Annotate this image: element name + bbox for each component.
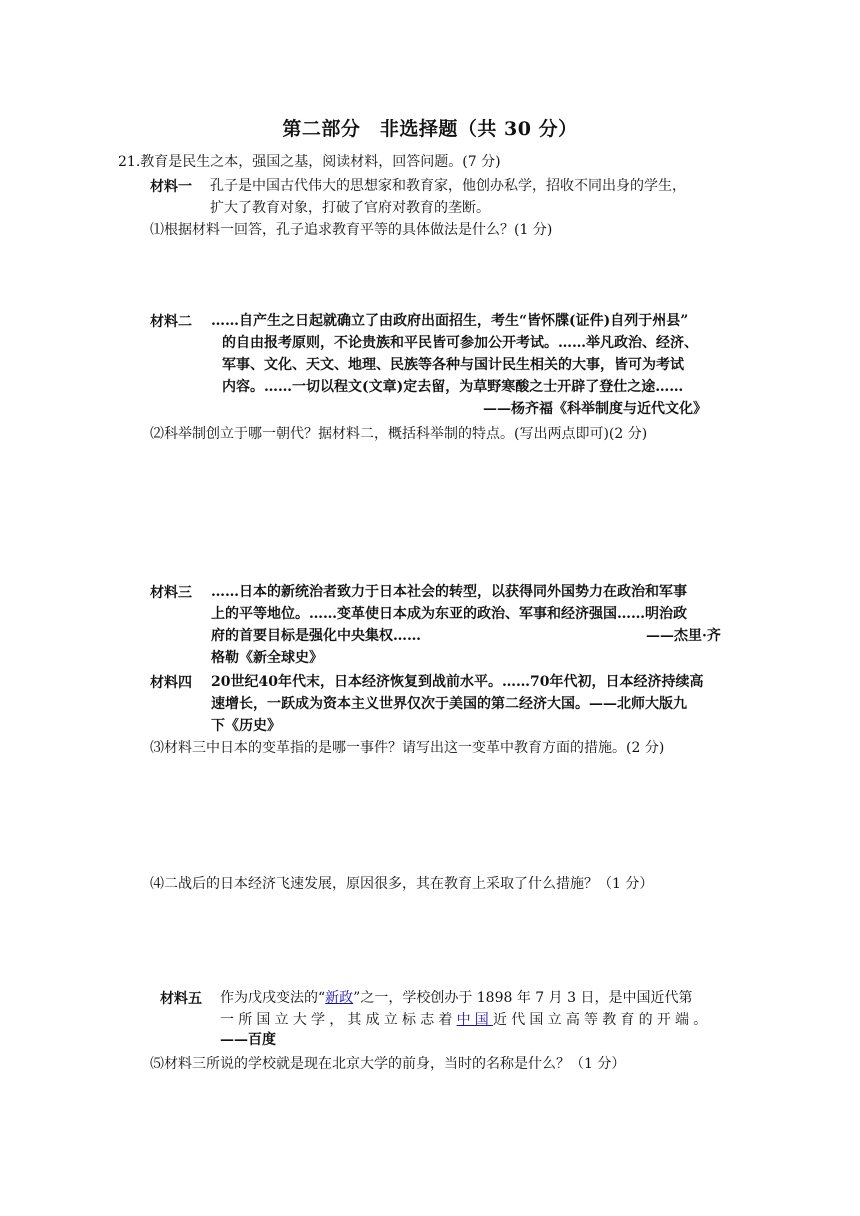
sub-question-5: ⑸材料三所说的学校就是现在北京大学的前身，当时的名称是什么？（1 分）: [150, 1056, 626, 1072]
material-2-line-4: 内容。……一切以程文(文章)定去留，为草野寒酸之士开辟了登仕之途……: [222, 379, 684, 395]
sub-question-2: ⑵科举制创立于哪一朝代？据材料二，概括科举制的特点。(写出两点即可)(2 分): [150, 426, 648, 442]
material-5-line-1-text-b: ”之一，学校创办于 1898 年 7 月 3 日，是中国近代第: [353, 990, 693, 1006]
xinzheng-link[interactable]: 新政: [325, 990, 354, 1006]
material-5-line-2-text-b: 近代国立高等教育的开端。: [493, 1012, 712, 1028]
material-2-line-1: ……自产生之日起就确立了由政府出面招生，考生“皆怀牒(证件)自列于州县”: [211, 313, 689, 329]
zhongguo-link[interactable]: 中国: [456, 1012, 494, 1028]
material-5-source: ——百度: [220, 1032, 276, 1048]
material-3-line-1: ……日本的新统治者致力于日本社会的转型，以获得同外国势力在政治和军事: [211, 584, 687, 600]
material-1-label: 材料一: [150, 179, 192, 195]
sub-question-1: ⑴根据材料一回答，孔子追求教育平等的具体做法是什么？(1 分): [150, 222, 553, 238]
material-2-source: ——杨齐福《科举制度与近代文化》: [483, 401, 707, 417]
material-2-line-3: 军事、文化、天文、地理、民族等各种与国计民生相关的大事，皆可为考试: [222, 357, 684, 373]
material-3-source-part-1: ——杰里·齐: [646, 628, 721, 644]
material-2-line-2: 的自由报考原则，不论贵族和平民皆可参加公开考试。……举凡政治、经济、: [222, 335, 698, 351]
material-4-line-3: 下《历史》: [211, 718, 281, 734]
sub-question-4: ⑷二战后的日本经济飞速发展，原因很多，其在教育上采取了什么措施？（1 分）: [150, 876, 654, 892]
material-5-line-2-text-a: 一所国立大学，其成立标志着: [220, 1012, 457, 1028]
material-3-line-3: 府的首要目标是强化中央集权……: [211, 628, 421, 644]
material-1-line-1: 孔子是中国古代伟大的思想家和教育家，他创办私学，招收不同出身的学生，: [210, 178, 686, 194]
material-3-label: 材料三: [150, 585, 192, 601]
material-4-label: 材料四: [150, 675, 192, 691]
question-21-stem: 21.教育是民生之本，强国之基，阅读材料，回答问题。(7 分): [118, 154, 501, 170]
material-5-label: 材料五: [160, 991, 202, 1007]
material-5-line-1: [220, 987, 692, 1009]
sub-question-3: ⑶材料三中日本的变革指的是哪一事件？请写出这一变革中教育方面的措施。(2 分): [150, 740, 665, 756]
page-title: 第二部分 非选择题（共 30 分）: [282, 118, 578, 140]
material-3-source-part-2: 格勒《新全球史》: [211, 650, 323, 666]
material-4-line-1: 20世纪40年代末，日本经济恢复到战前水平。……70年代初，日本经济持续高: [211, 674, 704, 690]
material-1-line-2: 扩大了教育对象，打破了官府对教育的垄断。: [210, 200, 490, 216]
material-5-line-2: [220, 1009, 711, 1031]
material-4-line-2: 速增长，一跃成为资本主义世界仅次于美国的第二经济大国。——北师大版九: [211, 696, 687, 712]
material-5-line-1-text-a: 作为戊戌变法的“: [220, 990, 326, 1006]
material-3-line-2: 上的平等地位。……变革使日本成为东亚的政治、军事和经济强国……明治政: [211, 606, 687, 622]
material-2-label: 材料二: [150, 314, 192, 330]
